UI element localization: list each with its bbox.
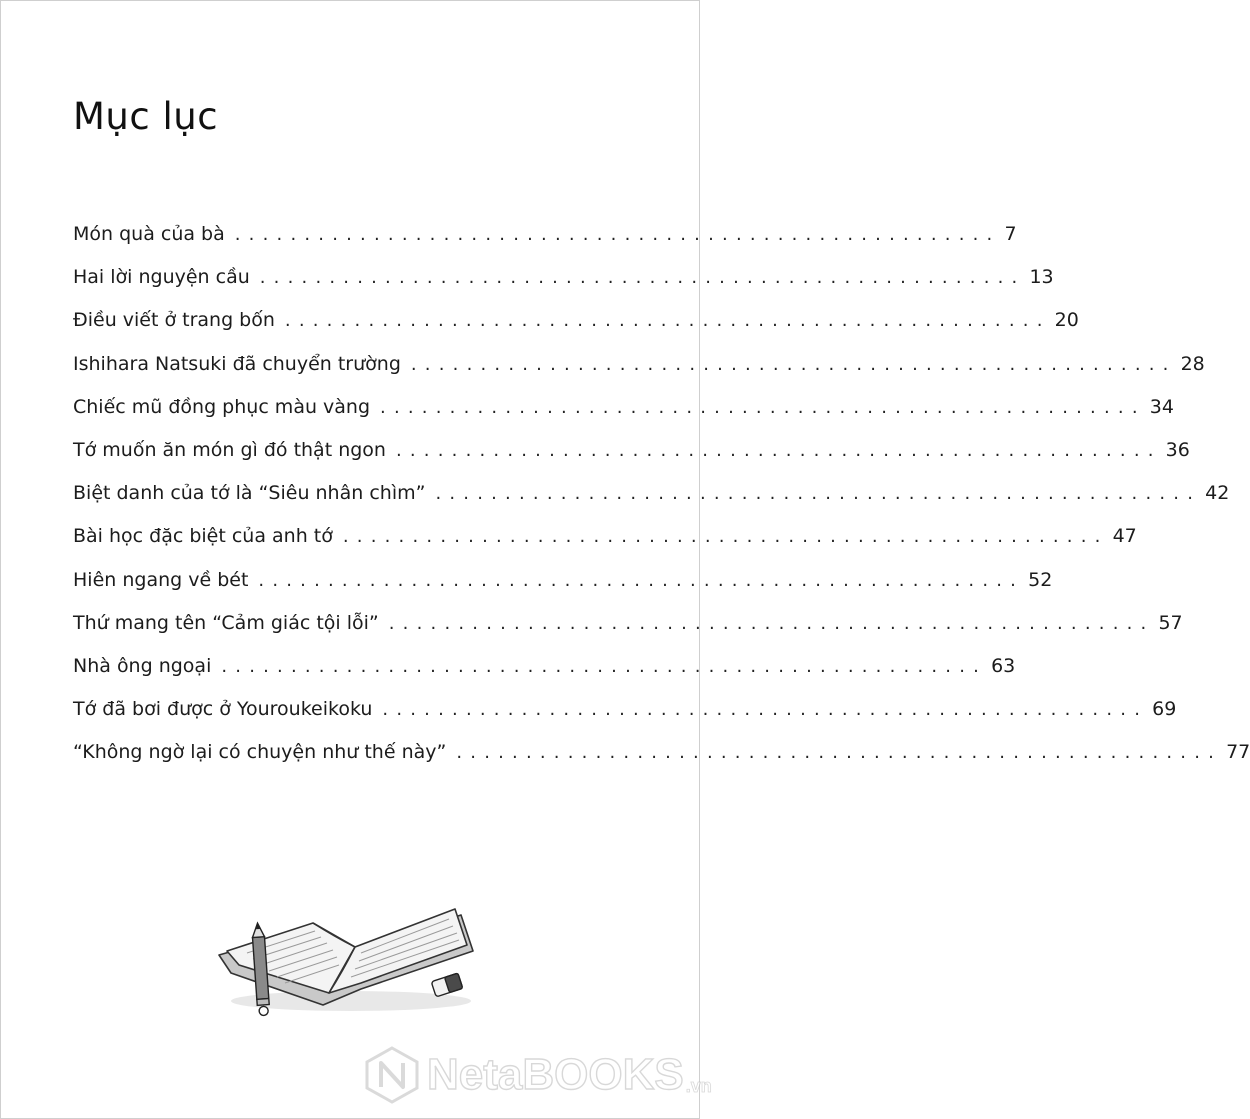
toc-entry <box>73 392 1174 435</box>
toc-entry-page: 69 <box>1152 698 1177 721</box>
toc-entry-title: Bài học đặc biệt của anh tớ <box>73 525 333 548</box>
toc-entry <box>73 349 1205 392</box>
toc-entry-title: Món quà của bà <box>73 223 225 245</box>
toc-entry <box>73 565 1053 608</box>
toc-entry-page: 42 <box>1205 482 1230 505</box>
toc-entry-page: 13 <box>1029 266 1054 289</box>
page-title: Mục lục <box>73 95 219 138</box>
toc-entry-title: Hiên ngang về bét <box>73 568 249 591</box>
toc-entry-title: Ishihara Natsuki đã chuyển trường <box>73 352 401 375</box>
toc-entry <box>73 305 1079 348</box>
open-notebook-with-pencil-and-eraser-icon <box>211 893 481 1023</box>
toc-entry-page: 52 <box>1028 568 1053 591</box>
watermark-brand: NetaBOOKS <box>427 1050 684 1099</box>
toc-entry-page: 57 <box>1158 611 1183 634</box>
toc-entry-page: 20 <box>1054 309 1079 332</box>
toc-entry-title: Tớ đã bơi được ở Youroukeikoku <box>73 698 373 721</box>
toc-entry-page: 7 <box>1004 223 1017 245</box>
leader-dots: ....................................................... <box>259 267 1026 289</box>
netabooks-watermark <box>363 1043 712 1107</box>
leader-dots: ....................................................... <box>435 483 1202 505</box>
leader-dots: ....................................................... <box>410 353 1177 375</box>
leader-dots: ....................................................... <box>382 699 1149 721</box>
toc-entry-title: Điều viết ở trang bốn <box>73 309 275 332</box>
leader-dots: ....................................................... <box>221 655 988 677</box>
leader-dots: ....................................................... <box>380 396 1146 418</box>
toc-entry <box>73 737 1250 780</box>
leader-dots: ....................................................... <box>456 742 1223 764</box>
toc-entry-page: 47 <box>1112 525 1137 548</box>
toc-entry-title: Hai lời nguyện cầu <box>73 266 250 289</box>
leader-dots: ....................................................... <box>342 526 1109 548</box>
toc-entry-page: 28 <box>1180 352 1205 375</box>
leader-dots: ....................................................... <box>284 310 1051 332</box>
toc-entry-title: Chiếc mũ đồng phục màu vàng <box>73 395 371 418</box>
leader-dots: ....................................................... <box>395 439 1162 461</box>
toc-entry-title: Thứ mang tên “Cảm giác tội lỗi” <box>73 611 379 634</box>
netabooks-logo-icon <box>363 1045 421 1105</box>
toc-entry <box>73 694 1177 737</box>
toc-entry-title: Tớ muốn ăn món gì đó thật ngon <box>73 438 386 461</box>
toc-entry-title: Biệt danh của tớ là “Siêu nhân chìm” <box>73 482 426 505</box>
toc-entry-title: “Không ngờ lại có chuyện như thế này” <box>73 741 447 764</box>
toc-entry <box>73 651 1016 694</box>
leader-dots: ....................................................... <box>258 569 1025 591</box>
toc-entry <box>73 435 1190 478</box>
toc-entry-page: 63 <box>991 654 1016 677</box>
toc-entry <box>73 262 1054 305</box>
toc-entry-page: 34 <box>1149 395 1174 418</box>
leader-dots: ....................................................... <box>388 612 1155 634</box>
toc-entry <box>73 478 1230 521</box>
toc-entry <box>73 219 1017 262</box>
toc-entry <box>73 608 1183 651</box>
toc-entry-page: 36 <box>1165 438 1190 461</box>
watermark-suffix: .vn <box>685 1076 712 1096</box>
toc-entry <box>73 521 1137 564</box>
toc-entry-page: 77 <box>1226 741 1250 764</box>
table-of-contents <box>73 219 1250 780</box>
toc-entry-title: Nhà ông ngoại <box>73 654 212 677</box>
leader-dots: ....................................................... <box>234 224 1001 245</box>
